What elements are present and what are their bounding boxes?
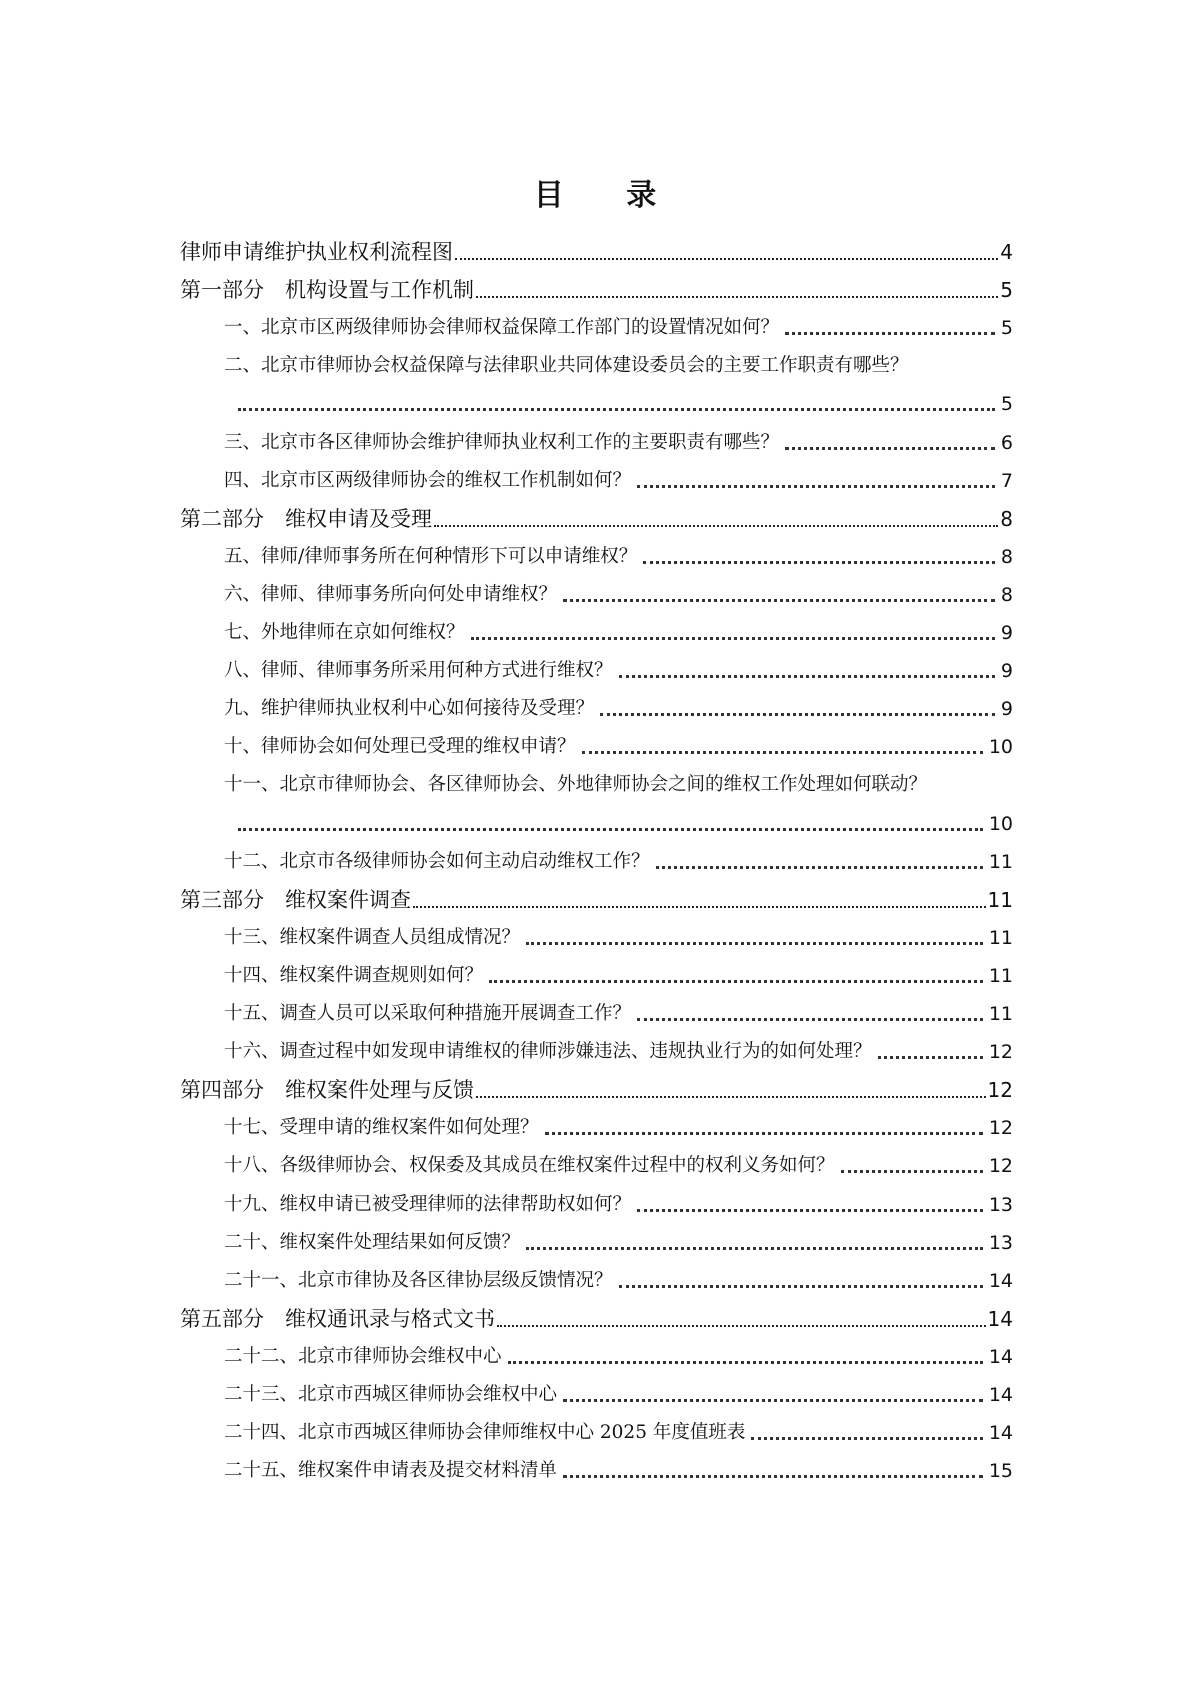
toc-entry[interactable] [224,731,1013,763]
toc-entry-text: 律师申请维护执业权利流程图 [180,240,453,264]
toc-dot-leader [508,1361,983,1364]
toc-entry[interactable] [224,846,1013,878]
toc-entry-text: 二十、维权案件处理结果如何反馈？ [224,1231,521,1253]
toc-entry-text: 一、北京市区两级律师协会律师权益保障工作部门的设置情况如何？ [224,317,780,339]
toc-entry[interactable] [224,1341,1013,1373]
toc-entry[interactable] [224,465,1013,497]
toc-entry-text: 九、维护律师执业权利中心如何接待及受理？ [224,698,595,720]
toc-page-number: 11 [988,1003,1013,1025]
toc-entry-continuation[interactable] [232,388,1013,420]
toc-part-entry[interactable] [180,503,1013,535]
toc-entry-text: 四、北京市区两级律师协会的维权工作机制如何？ [224,469,632,491]
toc-entry[interactable] [224,1379,1013,1411]
toc-dot-leader [619,1285,983,1288]
toc-entry[interactable] [224,617,1013,649]
toc-dot-leader [841,1170,983,1173]
toc-page-number: 9 [1000,660,1013,683]
toc-dot-leader [545,1132,983,1135]
toc-dot-leader [471,637,995,640]
toc-entry[interactable] [224,312,1013,344]
toc-entry[interactable] [224,1036,1013,1068]
toc-entry-text: 第四部分 维权案件处理与反馈 [180,1078,474,1103]
toc-dot-leader [476,296,998,298]
toc-entry-text: 二十三、北京市西城区律师协会维权中心 [224,1384,558,1405]
toc-page-number: 7 [1000,469,1013,492]
toc-entry-text: 十三、维权案件调查人员组成情况？ [224,926,521,948]
toc-dot-leader [526,1247,983,1250]
toc-page-number: 14 [988,1269,1013,1292]
toc-entry[interactable] [224,1112,1013,1144]
toc-dot-leader [600,713,995,716]
toc-entry-text: 十二、北京市各级律师协会如何主动启动维权工作？ [224,850,650,872]
toc-entry[interactable] [224,1455,1013,1487]
toc-dot-leader [619,675,995,678]
toc-entry[interactable] [224,693,1013,725]
toc-entry-text: 五、律师/律师事务所在何种情形下可以申请维权？ [224,545,638,567]
toc-entry-text: 十九、维权申请已被受理律师的法律帮助权如何？ [224,1193,632,1215]
toc-entry-text: 七、外地律师在京如何维权？ [224,622,465,643]
toc-dot-leader [637,1018,983,1021]
toc-entry[interactable] [224,769,1013,801]
toc-entry[interactable] [224,1189,1013,1221]
toc-dot-leader [785,332,995,335]
toc-dot-leader [413,906,986,908]
toc-entry-text: 八、律师、律师事务所采用何种方式进行维权？ [224,660,613,682]
toc-page-number: 12 [988,1117,1013,1140]
toc-page-number: 14 [988,1345,1013,1368]
toc-dot-leader [238,828,983,831]
toc-entry-text: 二十一、北京市律协及各区律协层级反馈情况？ [224,1269,613,1291]
toc-dot-leader [582,751,983,754]
toc-entry[interactable] [224,579,1013,611]
toc-entry[interactable] [224,1227,1013,1259]
toc-page-number: 13 [988,1193,1013,1216]
toc-dot-leader [637,1209,983,1212]
toc-dot-leader [455,258,998,260]
toc-entry-text: 二十四、北京市西城区律师协会律师维权中心 2025 年度值班表 [224,1422,746,1444]
toc-entry-text: 十八、各级律师协会、权保委及其成员在维权案件过程中的权利义务如何？ [224,1155,835,1177]
toc-page-number: 11 [988,926,1013,949]
toc-dot-leader [489,980,983,983]
toc-page-number: 10 [988,812,1013,835]
toc-page-number: 13 [988,1231,1013,1254]
toc-entry[interactable] [224,922,1013,954]
toc-page-number: 14 [987,1306,1013,1331]
toc-page-number: 14 [988,1384,1013,1406]
toc-part-entry[interactable] [180,274,1013,306]
toc-entry[interactable] [224,1150,1013,1182]
toc-dot-leader [497,1325,986,1327]
toc-entry-text: 第三部分 维权案件调查 [180,887,411,912]
toc-page-number: 12 [988,1041,1013,1064]
toc-page-number: 6 [1000,431,1013,454]
toc-entry-continuation[interactable] [232,808,1013,840]
page-title: 目 录 [533,178,683,213]
toc-entry[interactable] [224,1265,1013,1297]
toc-dot-leader [643,561,995,564]
toc-page-number: 10 [988,736,1013,759]
toc-part-entry[interactable] [180,1303,1013,1335]
toc-page-number: 11 [988,964,1013,987]
toc-part-entry[interactable] [180,1074,1013,1106]
toc-page-number: 4 [1000,240,1013,264]
toc-entry-text: 三、北京市各区律师协会维护律师执业权利工作的主要职责有哪些？ [224,431,780,453]
toc-page-number: 5 [1000,278,1013,303]
toc-entry[interactable] [224,655,1013,687]
toc-entry-text: 十一、北京市律师协会、各区律师协会、外地律师协会之间的维权工作处理如何联动？ [224,774,928,796]
toc-dot-leader [238,408,995,411]
toc-dot-leader [526,942,983,945]
toc-dot-leader [563,1475,983,1478]
toc-page-number: 8 [1000,506,1013,531]
toc-page-number: 12 [987,1078,1013,1103]
toc-dot-leader [434,525,998,527]
toc-dot-leader [656,866,983,869]
toc-entry-text: 二、北京市律师协会权益保障与法律职业共同体建设委员会的主要工作职责有哪些？ [224,355,909,377]
toc-dot-leader [563,599,995,602]
toc-page-number: 5 [1000,317,1013,340]
toc-entry-text: 二十五、维权案件申请表及提交材料清单 [224,1460,558,1482]
toc-page-number: 5 [1000,393,1013,416]
toc-dot-leader [878,1056,983,1059]
toc-page-number: 12 [988,1155,1013,1178]
toc-dot-leader [751,1437,982,1440]
toc-entry[interactable] [224,427,1013,459]
toc-page-number: 14 [988,1422,1013,1445]
toc-entry-text: 六、律师、律师事务所向何处申请维权？ [224,583,558,605]
toc-page-number: 15 [988,1460,1013,1483]
toc-entry[interactable] [224,998,1013,1030]
toc-entry-text: 二十二、北京市律师协会维权中心 [224,1345,502,1367]
toc-dot-leader [637,485,995,488]
toc-entry-text: 十四、维权案件调查规则如何？ [224,964,484,986]
toc-entry-text: 十六、调查过程中如发现申请维权的律师涉嫌违法、违规执业行为的如何处理？ [224,1041,872,1063]
toc-page-number: 11 [988,850,1013,873]
toc-dot-leader [785,447,995,450]
toc-dot-leader [476,1096,986,1098]
toc-entry-text: 第五部分 维权通讯录与格式文书 [180,1306,495,1331]
toc-part-entry[interactable] [180,884,1013,916]
toc-page-number: 8 [1000,545,1013,568]
toc-part-entry[interactable] [180,236,1013,268]
toc-page-number: 9 [1000,698,1013,721]
toc-entry-text: 第二部分 维权申请及受理 [180,506,432,531]
toc-dot-leader [563,1399,983,1402]
toc-page-number: 9 [1000,622,1013,644]
toc-page-number: 11 [987,887,1013,912]
toc-entry[interactable] [224,541,1013,573]
toc-entry-text: 十五、调查人员可以采取何种措施开展调查工作？ [224,1003,632,1024]
toc-entry-text: 十七、受理申请的维权案件如何处理？ [224,1117,539,1139]
toc-entry[interactable] [224,1417,1013,1449]
toc-entry-text: 第一部分 机构设置与工作机制 [180,278,474,303]
toc-entry[interactable] [224,350,1013,382]
toc-entry[interactable] [224,960,1013,992]
toc-page-number: 8 [1000,583,1013,606]
toc-entry-text: 十、律师协会如何处理已受理的维权申请？ [224,736,576,758]
